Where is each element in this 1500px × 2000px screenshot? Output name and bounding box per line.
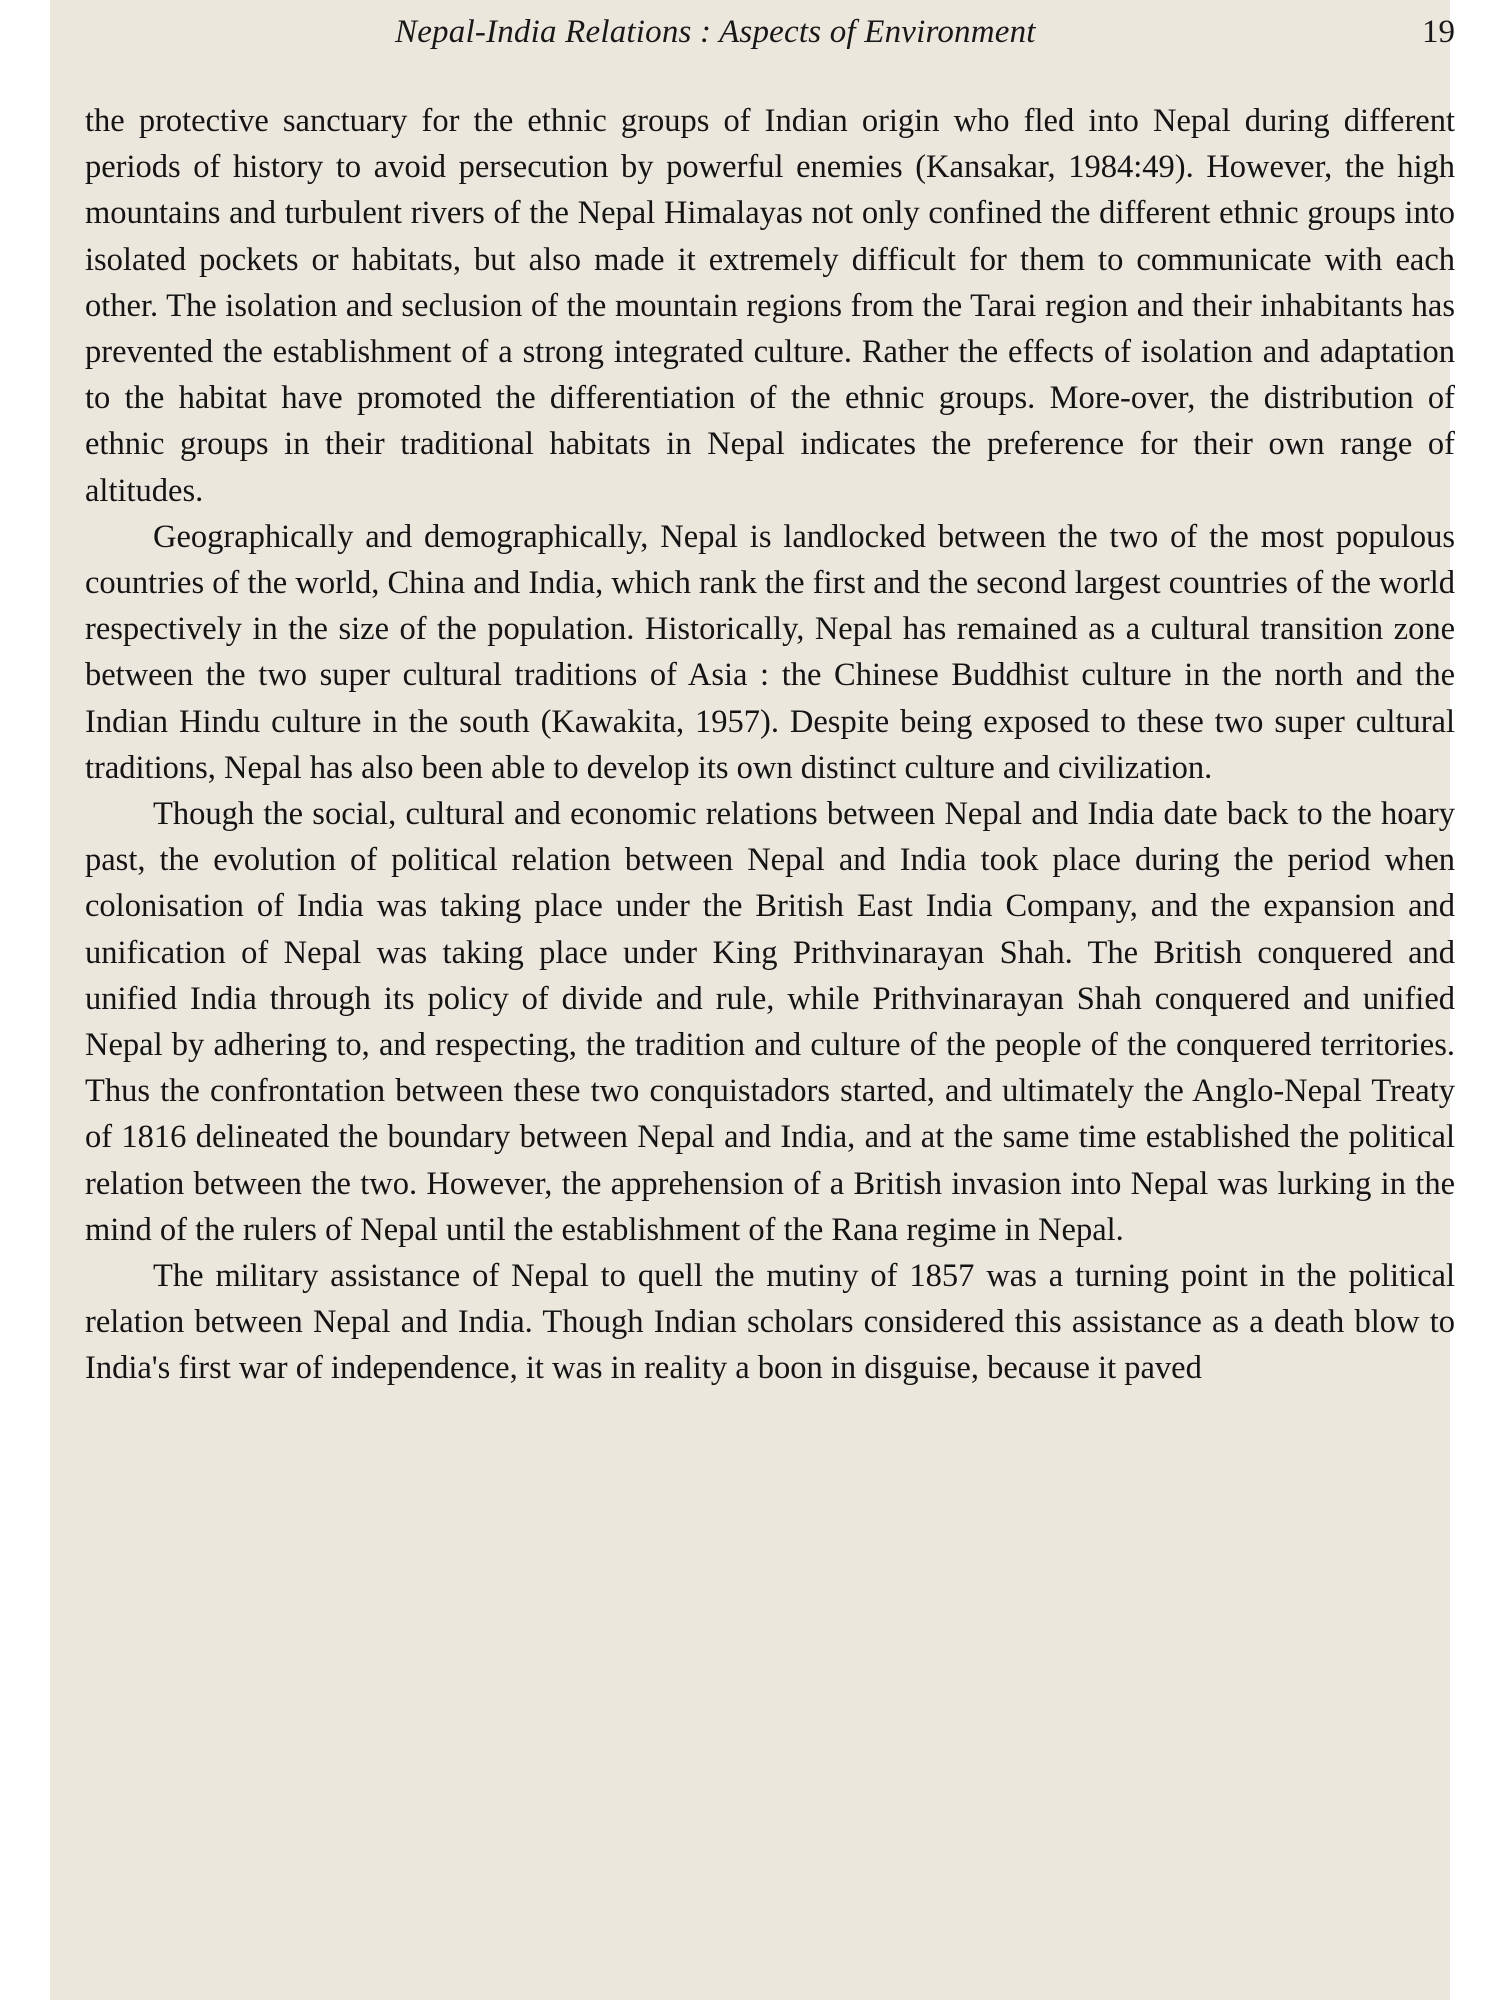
running-title: Nepal-India Relations : Aspects of Environment [395, 14, 1036, 50]
book-page [50, 0, 1455, 2000]
page-number: 19 [1422, 14, 1455, 50]
paragraph-2: Geographically and demographically, Nepal is landlocked between the two of the most populous countries of the world, China and India, which rank the first and the second largest countries of the world respectively in the size of the population. Historically, Nepal has remained as a cultural transition zone between the two super cultural traditions of Asia : the Chinese Buddhist culture in the north and the Indian Hindu culture in the south (Kawakita, 1957). Despite being exposed to these two super cultural traditions, Nepal has also been able to develop its own distinct culture and civilization. [85, 518, 1455, 786]
paragraph-4: The military assistance of Nepal to quell the mutiny of 1857 was a turning point in the political relation between Nepal and India. Though Indian scholars considered this assistance as a death blow to India's first war of independence, it was in reality a boon in disguise, because it paved [85, 1258, 1455, 1387]
page-header [395, 14, 1455, 60]
body-text [85, 98, 1455, 1392]
paragraph-3: Though the social, cultural and economic relations between Nepal and India date back to the hoary past, the evolution of political relation between Nepal and India took place during the period when colonisation of India was taking place under the British East India Company, and the expansion and unification of Nepal was taking place under King Prithvinarayan Shah. The British conquered and unified India through its policy of divide and rule, while Prithvinarayan Shah conquered and unified Nepal by adhering to, and respecting, the tradition and culture of the people of the conquered territories. Thus the confrontation between these two conquistadors started, and ultimately the Anglo-Nepal Treaty of 1816 delineated the boundary between Nepal and India, and at the same time established the political relation between the two. However, the apprehension of a British invasion into Nepal was lurking in the mind of the rulers of Nepal until the establishment of the Rana regime in Nepal. [85, 796, 1455, 1248]
paragraph-1: the protective sanctuary for the ethnic groups of Indian origin who fled into Nepal during different periods of history to avoid persecution by powerful enemies (Kansakar, 1984:49). However, the high mountains and turbulent rivers of the Nepal Himalayas not only confined the different ethnic groups into isolated pockets or habitats, but also made it extremely difficult for them to communicate with each other. The isolation and seclusion of the mountain regions from the Tarai region and their inhabitants has prevented the establishment of a strong integrated culture. Rather the effects of isolation and adaptation to the habitat have promoted the differentiation of the ethnic groups. More-over, the distribution of ethnic groups in their traditional habitats in Nepal indicates the preference for their own range of altitudes. [85, 103, 1455, 509]
